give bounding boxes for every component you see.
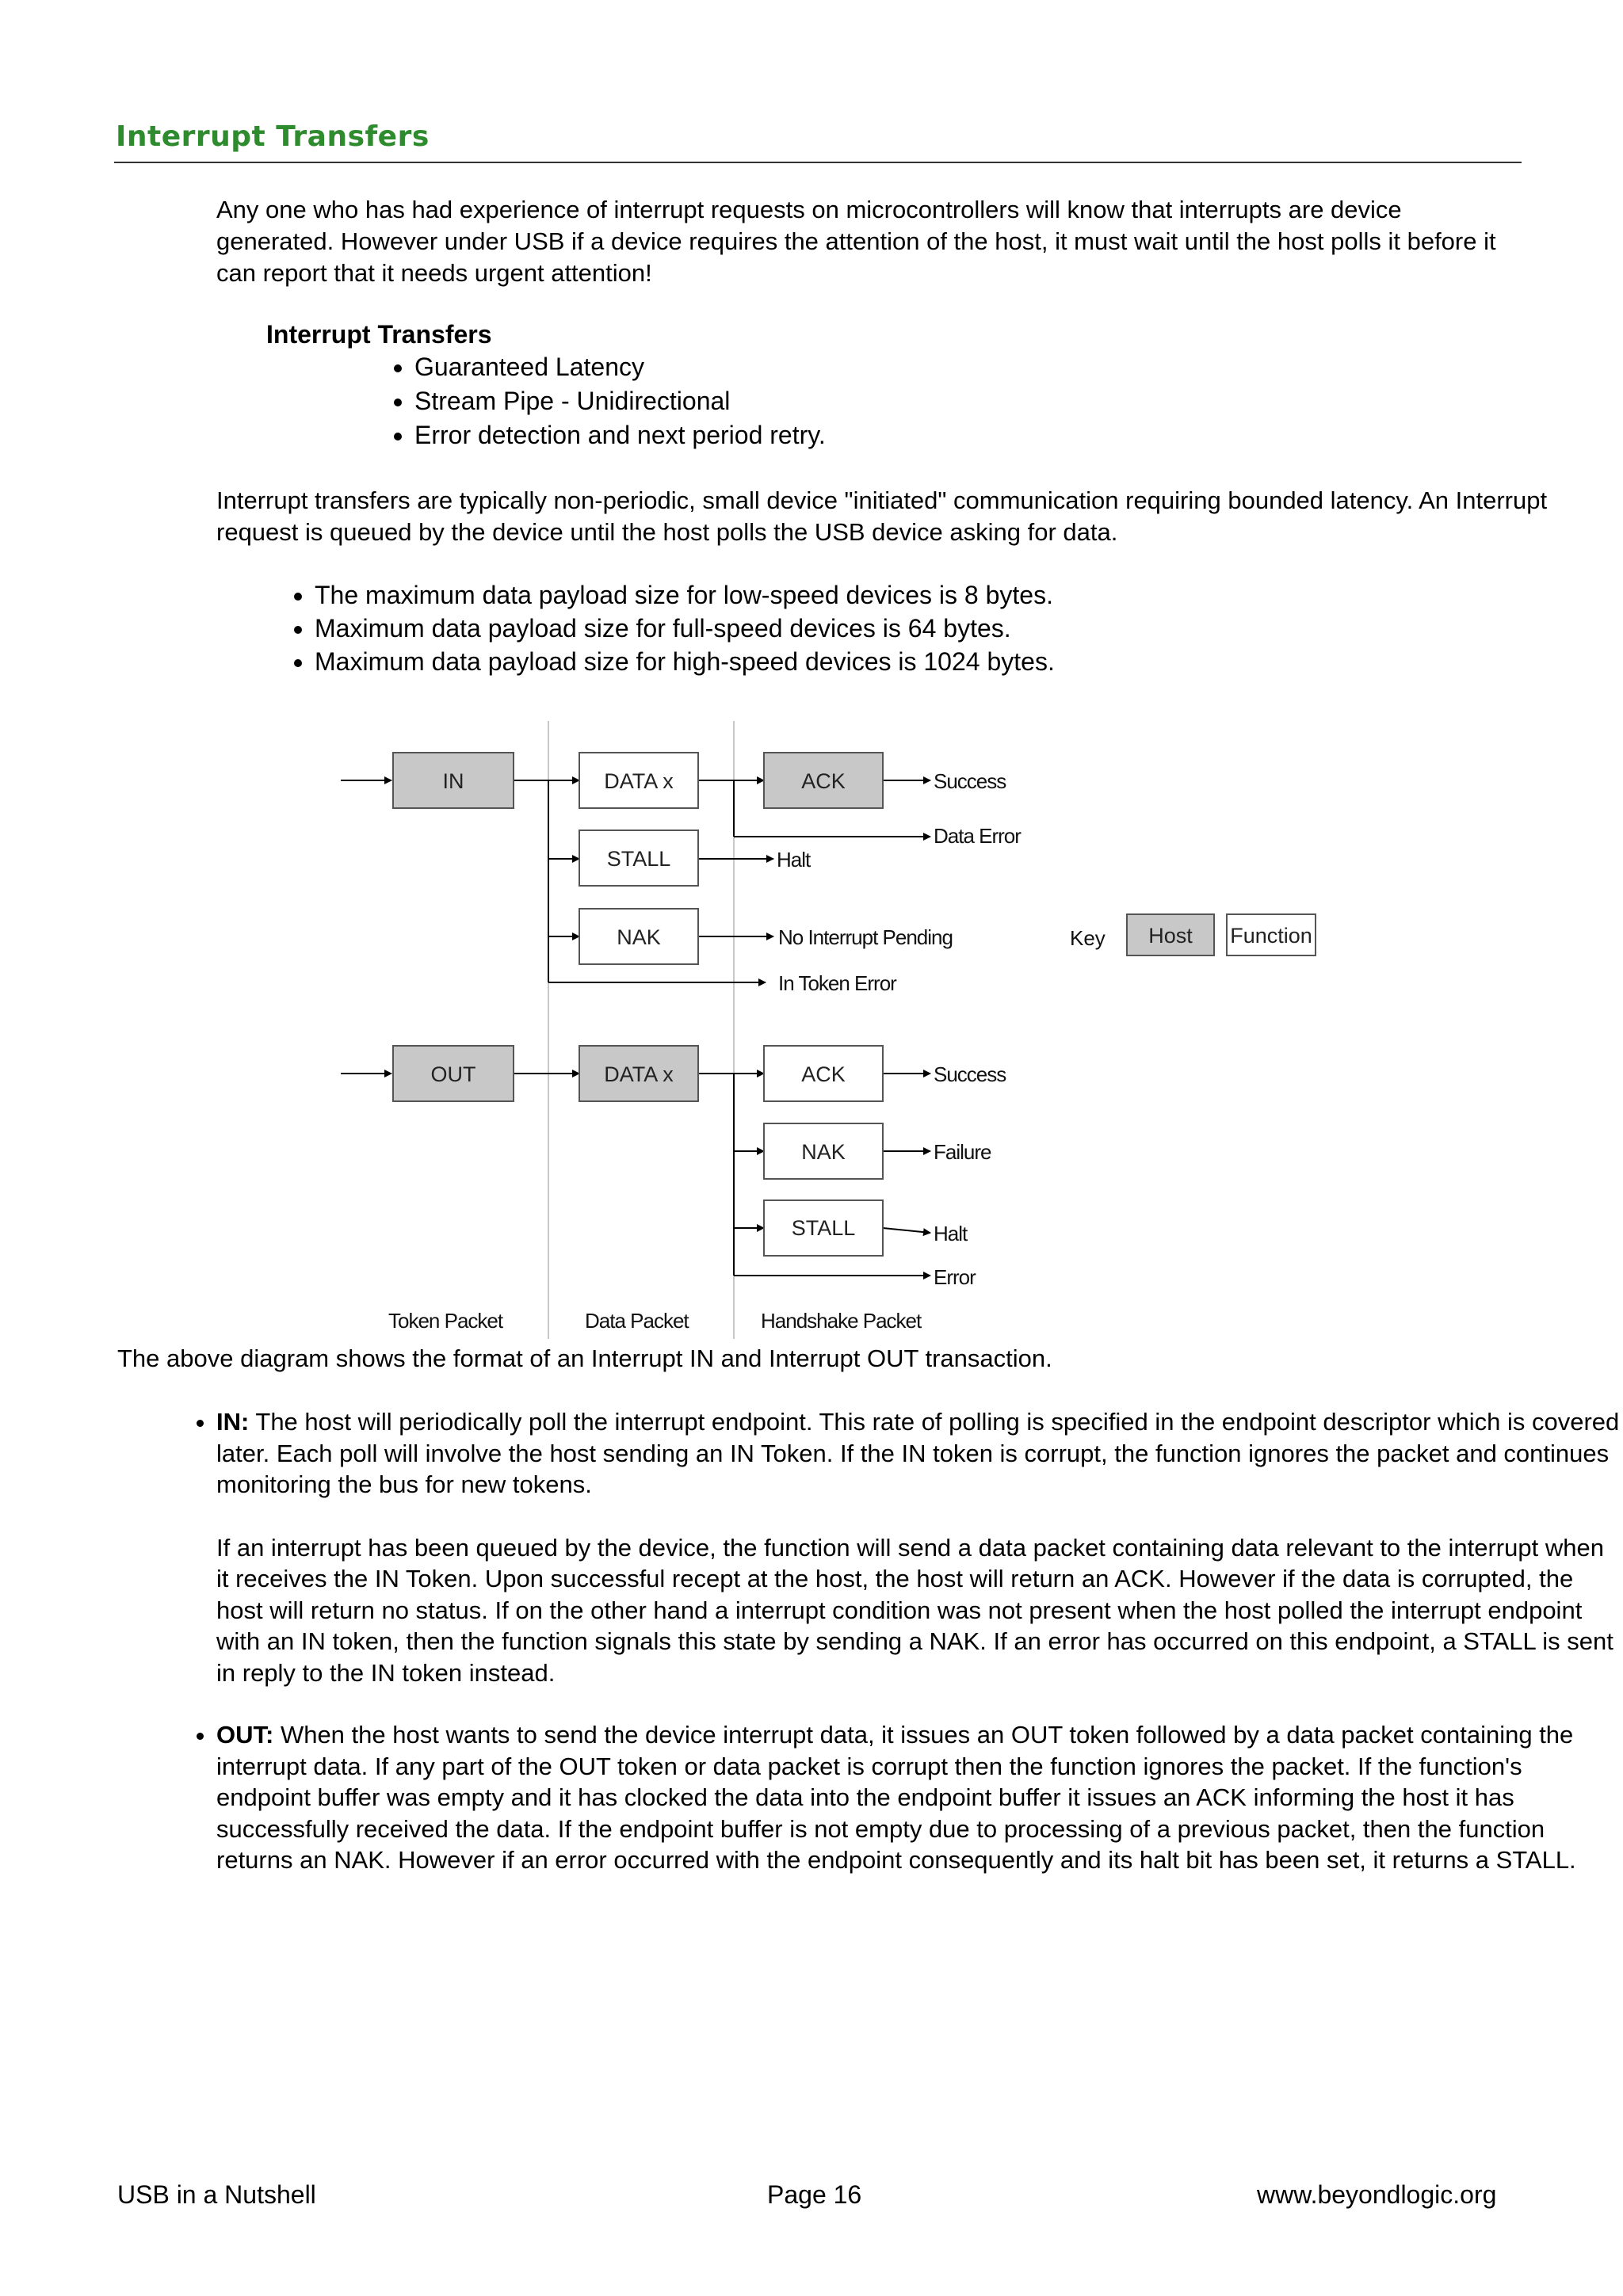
in-token-error-label: In Token Error xyxy=(778,971,896,995)
column-label-token: Token Packet xyxy=(388,1309,503,1333)
key-label: Key xyxy=(1070,926,1106,950)
detail-text: The host will periodically poll the interrupt endpoint. This rate of polling is specified in the endpoint descriptor which is covered later. Each poll will involve the host sending an IN Token. If the IN token is corrupt, the function ignores the packet and continues monitoring the bus for new tokens. xyxy=(216,1408,1620,1498)
list-item: • Guaranteed Latency xyxy=(414,350,826,384)
detail-label: IN: xyxy=(216,1408,250,1436)
out-halt-label: Halt xyxy=(934,1222,968,1245)
list-item xyxy=(216,1719,1621,1876)
key-function-label: Function xyxy=(1230,924,1312,948)
diagram-caption: The above diagram shows the format of an Interrupt IN and Interrupt OUT transaction. xyxy=(117,1344,1052,1372)
in-no-pending-label: No Interrupt Pending xyxy=(778,925,953,949)
out-nak-label: NAK xyxy=(801,1140,846,1164)
out-failure-label: Failure xyxy=(934,1140,991,1164)
in-data-label: DATA x xyxy=(604,769,674,793)
detail-label: OUT: xyxy=(216,1721,274,1749)
list-item: • Maximum data payload size for high-speed devices is 1024 bytes. xyxy=(315,645,1055,678)
in-ack-label: ACK xyxy=(801,769,846,793)
out-ack-label: ACK xyxy=(801,1062,846,1086)
list-item xyxy=(216,1406,1621,1688)
list-item: • Error detection and next period retry. xyxy=(414,418,826,452)
key-host-label: Host xyxy=(1148,924,1193,948)
list-item: • Stream Pipe - Unidirectional xyxy=(414,384,826,418)
in-nak-label: NAK xyxy=(617,925,661,949)
transaction-diagram xyxy=(228,713,1480,1347)
in-success-label: Success xyxy=(934,769,1006,793)
column-label-handshake: Handshake Packet xyxy=(761,1309,922,1333)
out-token-label: OUT xyxy=(430,1062,476,1086)
section-heading: Interrupt Transfers xyxy=(116,120,430,153)
footer-title: USB in a Nutshell xyxy=(117,2180,316,2209)
summary-list xyxy=(349,350,826,452)
detail-continuation: If an interrupt has been queued by the device, the function will send a data packet containing data relevant to the interrupt when it receives the IN Token. Upon successful recept at the host, the host will return an ACK. However if the data is corrupted, the host will return no status. If on the other hand a interrupt condition was not present when the host polled the interrupt endpoint with an IN token, then the function signals this state by sending a NAK. If an error has occurred on this endpoint, a STALL is sent in reply to the IN token instead. xyxy=(216,1533,1613,1687)
in-halt-label: Halt xyxy=(777,848,811,871)
summary-title: Interrupt Transfers xyxy=(266,320,492,349)
out-success-label: Success xyxy=(934,1062,1006,1086)
heading-rule xyxy=(114,162,1522,163)
footer-link[interactable]: www.beyondlogic.org xyxy=(1257,2180,1497,2209)
intro-paragraph: Any one who has had experience of interrupt requests on microcontrollers will know that interrupts are device generated. However under USB if a device requires the attention of the host, it must wait until the host polls it before it can report that it needs urgent attention! xyxy=(216,196,1496,287)
list-item: • The maximum data payload size for low-speed devices is 8 bytes. xyxy=(315,578,1055,612)
column-label-data: Data Packet xyxy=(585,1309,689,1333)
out-data-label: DATA x xyxy=(604,1062,674,1086)
payload-list xyxy=(219,578,1055,678)
list-item: • Maximum data payload size for full-speed devices is 64 bytes. xyxy=(315,612,1055,645)
in-data-error-label: Data Error xyxy=(934,824,1021,848)
in-stall-label: STALL xyxy=(606,847,671,871)
page-number: Page 16 xyxy=(767,2180,862,2209)
out-error-label: Error xyxy=(934,1265,976,1289)
description-paragraph: Interrupt transfers are typically non-periodic, small device "initiated" communication requiring bounded latency. An Interrupt request is queued by the device until the host polls the USB device asking for data. xyxy=(216,486,1548,546)
details-list xyxy=(117,1406,1621,1907)
detail-text: When the host wants to send the device interrupt data, it issues an OUT token followed by a data packet containing the interrupt data. If any part of the OUT token or data packet is corrupt then the function ignores the packet. If the function's endpoint buffer was empty and it has clocked the data into the endpoint buffer it issues an ACK informing the host it has successfully received the data. If the endpoint buffer is not empty due to processing of a previous packet, then the function returns an NAK. However if an error occurred with the endpoint consequently and its halt bit has been set, it returns a STALL. xyxy=(216,1721,1576,1874)
in-token-label: IN xyxy=(442,769,464,793)
out-stall-label: STALL xyxy=(791,1216,856,1240)
